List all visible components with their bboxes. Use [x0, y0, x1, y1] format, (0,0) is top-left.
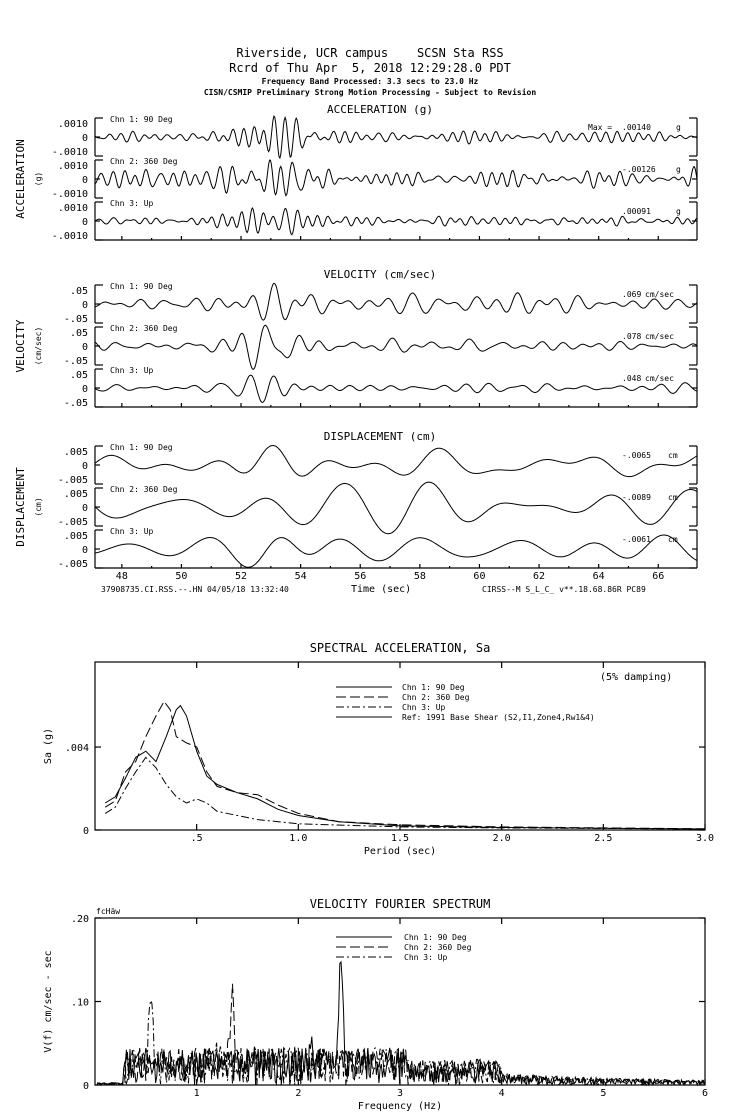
y-tick-label: 0	[81, 461, 88, 472]
y-tick-label: 0	[81, 384, 88, 395]
x-axis-label: Period (sec)	[363, 846, 437, 857]
x-tick-label: 4	[498, 1088, 505, 1099]
max-unit: cm	[668, 451, 678, 460]
x-tick-label: 3.0	[695, 833, 715, 844]
y-tick-label: 0	[82, 826, 89, 837]
y-axis-unit: (cm/sec)	[34, 326, 43, 366]
x-tick-label: .5	[190, 833, 203, 844]
footer-processing-id: CIRSS--M S_L_C_ v**.18.68.86R PC89	[482, 585, 646, 594]
y-axis-unit: (cm)	[34, 497, 43, 517]
waveform-trace	[95, 208, 697, 235]
y-tick-label: 0	[81, 217, 88, 228]
x-tick-label: 64	[592, 571, 605, 582]
y-tick-label: -.005	[57, 517, 88, 528]
channel-label: Chn 3: Up	[110, 527, 154, 536]
x-tick-label: 2.0	[492, 833, 511, 844]
y-tick-label: .004	[64, 743, 89, 755]
x-tick-label: 58	[413, 571, 426, 582]
section-acc	[14, 103, 697, 242]
section-title: VELOCITY (cm/sec)	[323, 268, 437, 281]
y-tick-label: .005	[63, 489, 88, 500]
y-tick-label: 0	[81, 545, 88, 556]
x-tick-label: 60	[473, 571, 486, 582]
damping-note: (5% damping)	[600, 672, 673, 683]
chart-title: VELOCITY FOURIER SPECTRUM	[309, 897, 491, 911]
series-line	[105, 757, 705, 829]
x-tick-label: 6	[701, 1088, 709, 1099]
max-value: -.0061	[622, 535, 651, 544]
max-value: -.0065	[622, 451, 651, 460]
waveform-trace	[95, 482, 697, 534]
y-axis-unit: (g)	[34, 171, 43, 187]
max-unit: cm/sec	[645, 374, 674, 383]
section-vel	[14, 268, 697, 409]
y-tick-label: 0	[81, 342, 88, 353]
max-value: .078	[622, 332, 642, 341]
y-axis-label: V(f) cm/sec - sec	[43, 950, 54, 1053]
max-unit: cm/sec	[645, 290, 674, 299]
y-tick-label: .05	[69, 370, 88, 381]
x-tick-label: 1	[193, 1088, 200, 1099]
waveform-trace	[95, 535, 697, 567]
y-tick-label: 0	[81, 175, 88, 186]
corner-label: fcHäw	[96, 907, 121, 916]
y-tick-label: -.005	[57, 475, 88, 486]
header-processing: CISN/CSMIP Preliminary Strong Motion Processing - Subject to Revision	[203, 88, 537, 97]
plot-frame	[95, 662, 705, 830]
x-tick-label: 3	[396, 1088, 404, 1099]
y-tick-label: .0010	[57, 203, 88, 214]
series-line	[105, 706, 705, 829]
section-title: ACCELERATION (g)	[327, 103, 433, 116]
legend-label: Chn 3: Up	[402, 703, 446, 712]
y-tick-label: .0010	[57, 161, 88, 172]
y-tick-label: -.0010	[51, 231, 88, 242]
max-value: .069	[622, 290, 642, 299]
channel-label: Chn 1: 90 Deg	[110, 115, 173, 124]
y-tick-label: -.0010	[51, 147, 88, 158]
legend-label: Chn 1: 90 Deg	[404, 933, 467, 942]
legend-label: Chn 2: 360 Deg	[404, 943, 472, 952]
y-tick-label: 0	[81, 503, 88, 514]
y-tick-label: .0010	[57, 119, 88, 130]
y-axis-label: Sa (g)	[43, 727, 54, 765]
footer-event-id: 37908735.CI.RSS.--.HN 04/05/18 13:32:40	[101, 585, 289, 594]
legend-label: Chn 1: 90 Deg	[402, 683, 465, 692]
legend-label: Chn 3: Up	[404, 953, 448, 962]
series-line	[97, 1000, 705, 1085]
channel-label: Chn 3: Up	[110, 366, 154, 375]
waveform-trace	[95, 446, 697, 477]
channel-label: Chn 3: Up	[110, 199, 154, 208]
waveform-trace	[95, 325, 697, 369]
section-title: DISPLACEMENT (cm)	[323, 430, 437, 443]
x-tick-label: 2	[295, 1088, 302, 1099]
y-tick-label: .05	[69, 286, 88, 297]
section-dis	[14, 430, 697, 570]
chart-title: SPECTRAL ACCELERATION, Sa	[309, 641, 491, 655]
x-tick-label: 54	[294, 571, 307, 582]
y-tick-label: 0	[81, 133, 88, 144]
max-unit: g	[676, 207, 681, 216]
max-unit: g	[676, 165, 681, 174]
y-tick-label: .005	[63, 531, 88, 542]
channel-label: Chn 2: 360 Deg	[110, 157, 178, 166]
x-tick-label: 50	[175, 571, 188, 582]
x-tick-label: 1.0	[289, 833, 308, 844]
x-axis-label: Frequency (Hz)	[357, 1101, 443, 1112]
max-value: -.0089	[622, 493, 651, 502]
legend-label: Chn 2: 360 Deg	[402, 693, 470, 702]
channel-label: Chn 2: 360 Deg	[110, 485, 178, 494]
x-tick-label: 62	[533, 571, 546, 582]
max-unit: cm	[668, 535, 678, 544]
y-tick-label: -.05	[63, 314, 88, 325]
channel-label: Chn 1: 90 Deg	[110, 282, 173, 291]
max-value: .00091	[622, 207, 651, 216]
x-tick-label: 66	[652, 571, 665, 582]
channel-label: Chn 1: 90 Deg	[110, 443, 173, 452]
y-tick-label: 0	[82, 1081, 89, 1092]
x-tick-label: 48	[115, 571, 128, 582]
y-tick-label: .005	[63, 447, 88, 458]
channel-label: Chn 2: 360 Deg	[110, 324, 178, 333]
x-axis-label: Time (sec)	[350, 584, 412, 595]
max-unit: cm/sec	[645, 332, 674, 341]
y-tick-label: .10	[70, 997, 89, 1009]
y-tick-label: -.05	[63, 356, 88, 367]
waveform-trace	[95, 375, 697, 402]
max-unit: cm	[668, 493, 678, 502]
header-band: Frequency Band Processed: 3.3 secs to 23.0 Hz	[261, 77, 479, 86]
y-tick-label: -.0010	[51, 189, 88, 200]
y-tick-label: .05	[69, 328, 88, 339]
series-line	[97, 962, 705, 1085]
y-axis-label: VELOCITY	[14, 319, 27, 373]
x-tick-label: 1.5	[390, 833, 410, 844]
series-line	[97, 984, 705, 1085]
waveform-trace	[95, 160, 697, 196]
waveform-trace	[95, 283, 697, 320]
max-label: Max =	[588, 123, 613, 132]
y-axis-label: ACCELERATION	[14, 139, 27, 219]
max-value: .00140	[622, 123, 651, 132]
y-tick-label: 0	[81, 300, 88, 311]
y-tick-label: .20	[70, 914, 89, 925]
max-value: .048	[622, 374, 642, 383]
max-value: -.00126	[622, 165, 656, 174]
x-tick-label: 5	[600, 1088, 607, 1099]
header-station: Riverside, UCR campus SCSN Sta RSS	[236, 46, 504, 60]
y-tick-label: -.005	[57, 559, 88, 570]
legend-label: Ref: 1991 Base Shear (S2,I1,Zone4,Rw1&4)	[402, 713, 595, 722]
max-unit: g	[676, 123, 681, 132]
header-record: Rcrd of Thu Apr 5, 2018 12:29:28.0 PDT	[229, 61, 511, 75]
y-axis-label: DISPLACEMENT	[14, 467, 27, 547]
x-tick-label: 2.5	[594, 833, 613, 844]
y-tick-label: -.05	[63, 398, 88, 409]
x-tick-label: 52	[235, 571, 248, 582]
x-tick-label: 56	[354, 571, 367, 582]
